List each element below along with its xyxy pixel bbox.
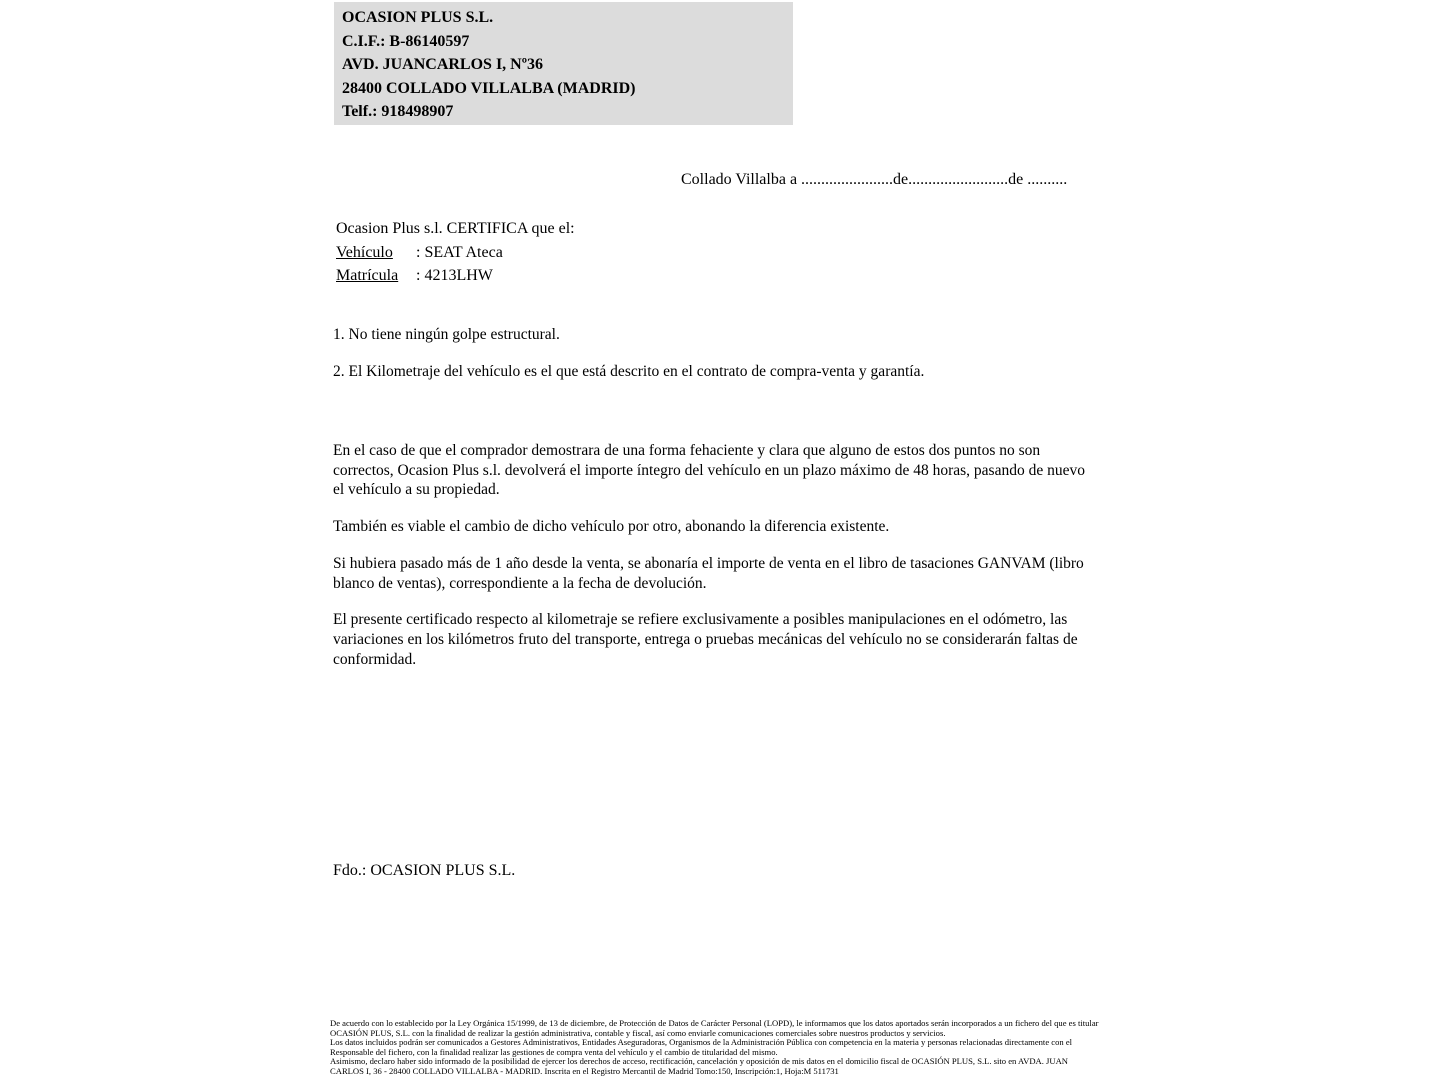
- date-line: Collado Villalba a .......................de.........................de ..........: [681, 171, 1068, 188]
- point-1: 1. No tiene ningún golpe estructural.: [333, 326, 560, 343]
- paragraph-ganvam: Si hubiera pasado más de 1 año desde la venta, se abonaría el importe de venta en el libro de tasaciones GANVAM (libro blanco de ventas), correspondiente a la fecha de devolución.: [333, 554, 1084, 592]
- certify-intro: Ocasion Plus s.l. CERTIFICA que el:: [336, 220, 575, 237]
- company-address: AVD. JUANCARLOS I, Nº36: [342, 56, 544, 73]
- plate-value: : 4213LHW: [416, 267, 493, 284]
- plate-line: [336, 264, 575, 288]
- vehicle-line: [336, 241, 575, 265]
- company-name: OCASION PLUS S.L.: [342, 9, 494, 26]
- certification-block: [336, 217, 575, 288]
- letterhead: [334, 2, 793, 125]
- paragraph-exchange: También es viable el cambio de dicho vehículo por otro, abonando la diferencia existente.: [333, 518, 890, 536]
- company-city: 28400 COLLADO VILLALBA (MADRID): [342, 79, 636, 97]
- legal-paragraph-2: Los datos incluidos podrán ser comunicados a Gestores Administrativos, Entidades Aseguradoras, Organismos de la Administración Pública con competencia en la materia y personas relacionadas directamente con el Responsable del fichero, con la finalidad realizar las gestiones de compra venta del vehículo y el cambio de titularidad del mismo.: [330, 1037, 1073, 1057]
- paragraph-refund: En el caso de que el comprador demostrara de una forma fehaciente y clara que alguno de estos dos puntos no son correctos, Ocasion Plus s.l. devolverá el importe íntegro del vehículo en un plazo máximo de 48 horas, pasando de nuevo el vehículo a su propiedad.: [333, 442, 1085, 499]
- vehicle-label: Vehículo: [336, 243, 393, 261]
- legal-paragraph-3: Asimismo, declaro haber sido informado de la posibilidad de ejercer los derechos de acceso, rectificación, cancelación y oposición de mis datos en el domicilio fiscal de OCASIÓN PLUS, S.L. sito en AVDA. JUAN CARLOS I, 36 - 28400 COLLADO VILLALBA - MADRID. Inscrita en el Registro Mercantil de Madrid Tomo:150, Inscripción:1, Hoja:M 511731: [330, 1056, 1069, 1076]
- certified-points: [333, 325, 1095, 382]
- body-paragraphs: [333, 441, 1095, 686]
- signature-line: Fdo.: OCASION PLUS S.L.: [333, 862, 516, 879]
- legal-paragraph-1: De acuerdo con lo establecido por la Ley Orgánica 15/1999, de 13 de diciembre, de Protección de Datos de Carácter Personal (LOPD), le informamos que los datos aportados serán incorporados a un fichero del que es titular OCASIÓN PLUS, S.L. con la finalidad de realizar la gestión administrativa, contable y fiscal, así como enviarle comunicaciones comerciales sobre nuestros productos y servicios.: [330, 1018, 1099, 1038]
- paragraph-odometer: El presente certificado respecto al kilometraje se refiere exclusivamente a posibles manipulaciones en el odómetro, las variaciones en los kilómetros fruto del transporte, entrega o pruebas mecánicas del vehículo no se considerarán faltas de conformidad.: [333, 611, 1078, 668]
- company-phone: Telf.: 918498907: [342, 103, 454, 120]
- legal-footer: [330, 1019, 1102, 1077]
- company-cif: C.I.F.: B-86140597: [342, 32, 470, 50]
- point-2: 2. El Kilometraje del vehículo es el que está descrito en el contrato de compra-venta y garantía.: [333, 363, 925, 380]
- plate-label: Matrícula: [336, 267, 399, 284]
- vehicle-value: : SEAT Ateca: [416, 243, 503, 261]
